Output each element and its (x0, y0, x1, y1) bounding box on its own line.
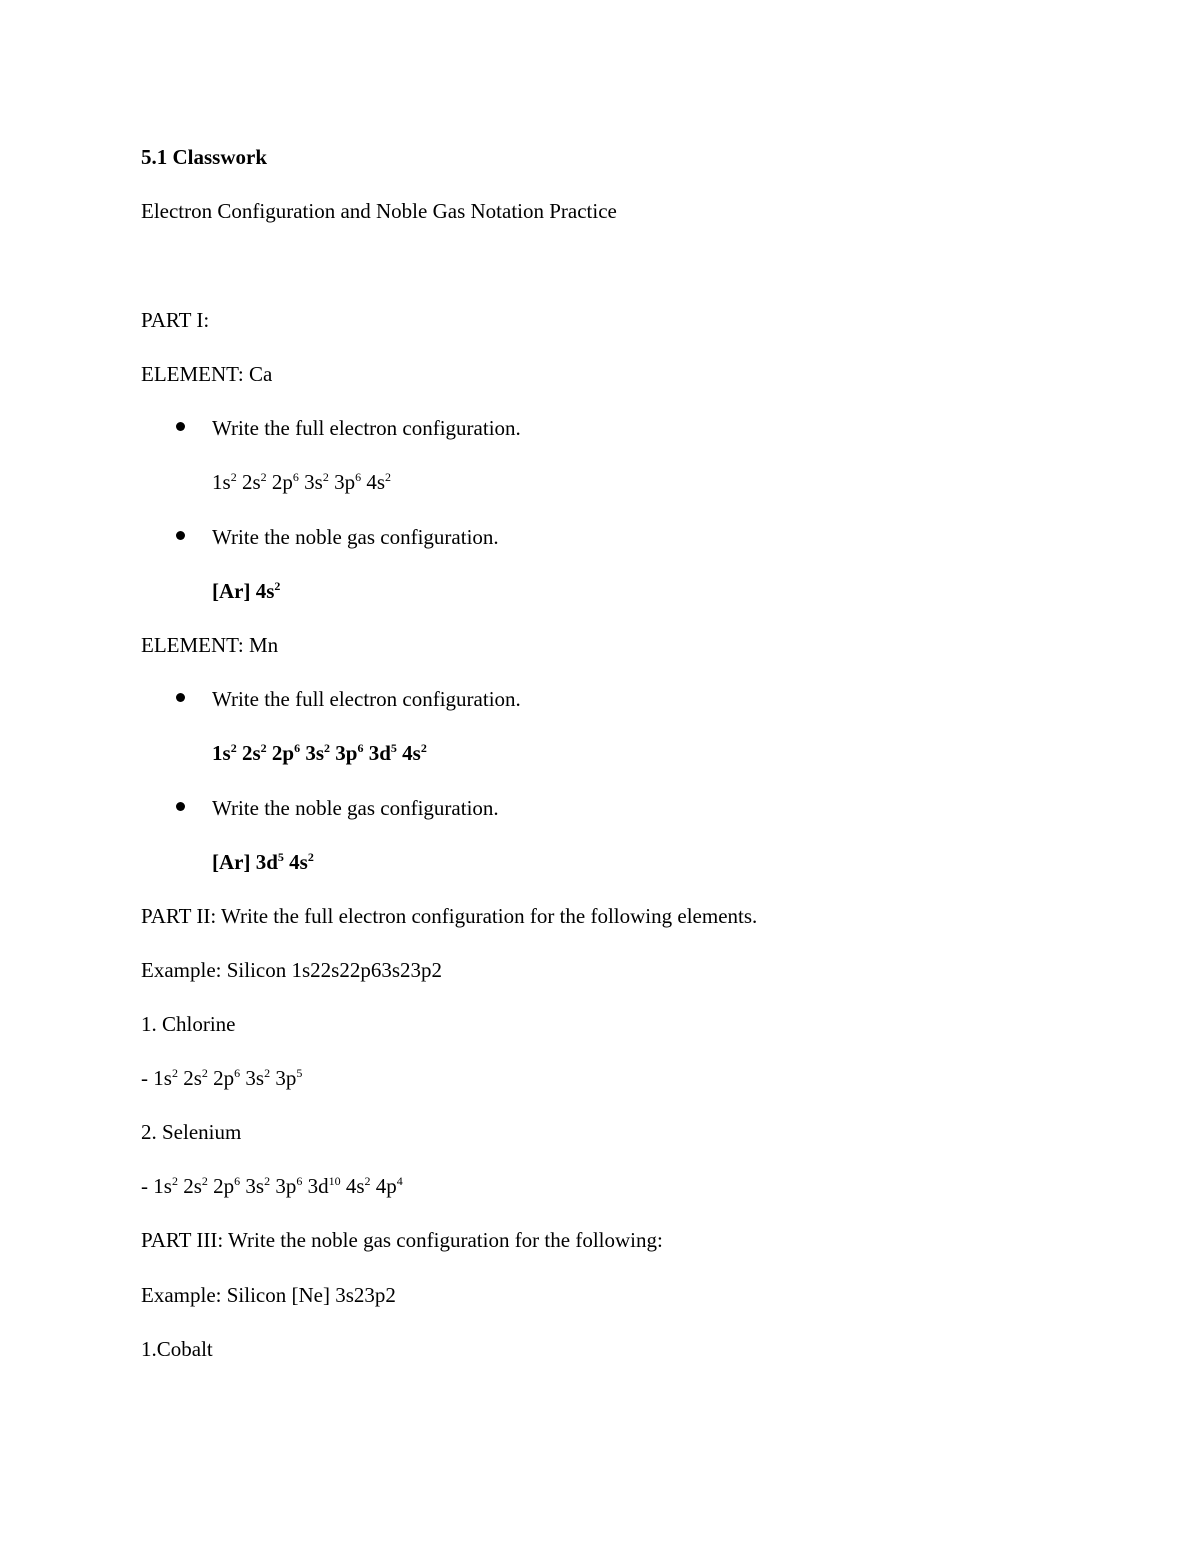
bullet-icon (176, 531, 185, 540)
part2-example: Example: Silicon 1s22s22p63s23p2 (141, 958, 442, 982)
bullet-icon (176, 422, 185, 431)
ca-noble-answer: [Ar] $4s^2$ (212, 579, 281, 603)
ca-noble-prompt: Write the noble gas configuration. (212, 525, 499, 549)
part2-item-answer: - $1s^2$ $2s^2$ $2p^6$ $3s^2$ $3p^5$ (141, 1066, 303, 1090)
page-subtitle: Electron Configuration and Noble Gas Notation Practice (141, 199, 617, 223)
part3-example: Example: Silicon [Ne] 3s23p2 (141, 1283, 396, 1307)
mn-full-prompt: Write the full electron configuration. (212, 687, 521, 711)
element-ca-label: ELEMENT: Ca (141, 362, 273, 386)
part1-heading: PART I: (141, 308, 210, 332)
part2-item-label: 1. Chlorine (141, 1012, 236, 1036)
part2-item-label: 2. Selenium (141, 1120, 242, 1144)
part2-heading: PART II: Write the full electron configuration for the following elements. (141, 904, 758, 928)
ca-full-prompt: Write the full electron configuration. (212, 416, 521, 440)
element-mn-label: ELEMENT: Mn (141, 633, 279, 657)
mn-noble-answer: [Ar] $3d^5$ $4s^2$ (212, 850, 314, 874)
mn-full-answer: $1s^2$ $2s^2$ $2p^6$ $3s^2$ $3p^6$ $3d^5$ $4s^2$ (212, 741, 427, 765)
bullet-icon (176, 802, 185, 811)
mn-noble-prompt: Write the noble gas configuration. (212, 796, 499, 820)
ca-full-answer: $1s^2$ $2s^2$ $2p^6$ $3s^2$ $3p^6$ $4s^2$ (212, 470, 391, 494)
bullet-icon (176, 693, 185, 702)
part3-heading: PART III: Write the noble gas configuration for the following: (141, 1228, 663, 1252)
part3-item-label: 1.Cobalt (141, 1337, 213, 1361)
part2-item-answer: - $1s^2$ $2s^2$ $2p^6$ $3s^2$ $3p^6$ $3d^{10}$ $4s^2$ $4p^4$ (141, 1174, 403, 1198)
page-title: 5.1 Classwork (141, 145, 268, 169)
